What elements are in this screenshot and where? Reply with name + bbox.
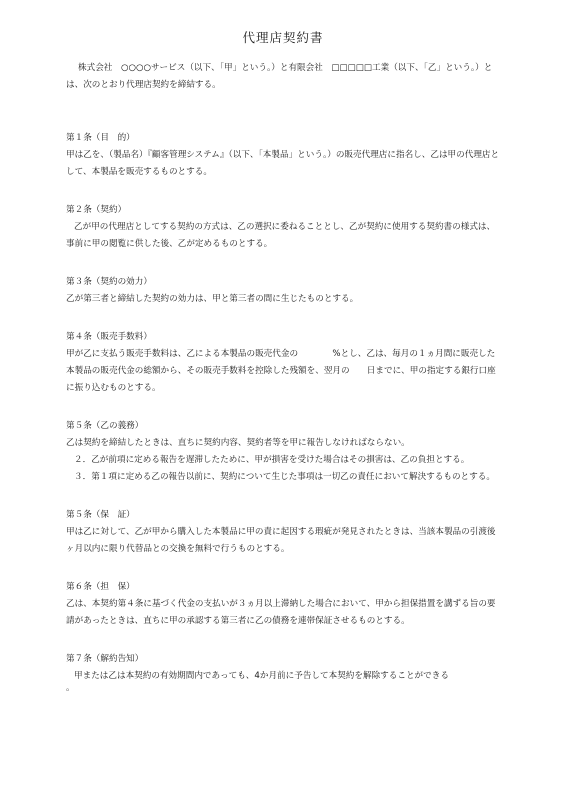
article-paragraph: 乙が甲の代理店としてする契約の方式は、乙の選択に委ねることとし、乙が契約に使用する契約書の様式は、事前に甲の閲覧に供した後、乙が定めるものとする。 bbox=[66, 222, 496, 249]
article-heading: 第２条（契約） bbox=[66, 205, 127, 215]
article-paragraph: 乙は、本契約第４条に基づく代金の支払いが３ヵ月以上滞納した場合において、甲から担保措置を講ずる旨の要請があったときは、直ちに甲の承認する第三者に乙の債務を連帯保証させるものとする。 bbox=[66, 599, 496, 626]
article-paragraph: ３．第１項に定める乙の報告以前に、契約について生じた事項は一切乙の責任において解決するものとする。 bbox=[74, 472, 495, 482]
article-5 bbox=[66, 418, 500, 486]
article-7 bbox=[66, 579, 500, 630]
article-3 bbox=[66, 274, 500, 308]
article-paragraph: 甲は乙に対して、乙が甲から購入した本製品に甲の責に起因する瑕疵が発見されたときは、当該本製品の引渡後 ヶ月以内に限り代替品との交換を無料で行うものとする。 bbox=[66, 527, 505, 554]
article-heading: 第６条（担 保） bbox=[66, 582, 135, 592]
article-heading: 第４条（販売手数料） bbox=[66, 332, 152, 342]
trailing-period: 。 bbox=[66, 683, 75, 693]
article-paragraph: 甲または乙は本契約の有効期間内であっても、4か月前に予告して本契約を解除することができる bbox=[74, 671, 449, 681]
article-2 bbox=[66, 202, 500, 253]
article-6 bbox=[66, 507, 505, 558]
article-heading: 第１条（目 的） bbox=[66, 133, 135, 143]
intro-paragraph: 株式会社 ○○○○サービス（以下、「甲」という。）と有限会社 □□□□□工業（以下、「乙」という。）とは、次のとおり代理店契約を締結する。 bbox=[66, 63, 493, 90]
article-paragraph: 乙は契約を締結したときは、直ちに契約内容、契約者等を甲に報告しなければならない。 bbox=[66, 438, 410, 448]
article-8 bbox=[66, 651, 500, 695]
article-paragraph: 甲が乙に支払う販売手数料は、乙による本製品の販売代金の %とし、乙は、毎月の１ヵ月間に販売した本製品の販売代金の総額から、その販売手数料を控除した残額を、翌月の 日までに、甲の指定する銀行口座に振り込むものとする。 bbox=[66, 349, 496, 393]
article-paragraph: 乙が第三者と締結した契約の効力は、甲と第三者の間に生じたものとする。 bbox=[66, 294, 359, 304]
document-title: 代理店契約書 bbox=[242, 30, 324, 45]
article-4 bbox=[66, 329, 500, 397]
article-heading: 第３条（契約の効力） bbox=[66, 277, 152, 287]
article-heading: 第５条（保 証） bbox=[66, 510, 135, 520]
article-paragraph: ２．乙が前項に定める報告を遅滞したために、甲が損害を受けた場合はその損害は、乙の負担とする。 bbox=[74, 455, 470, 465]
article-heading: 第７条（解約告知） bbox=[66, 654, 144, 664]
article-heading: 第５条（乙の義務） bbox=[66, 421, 144, 431]
article-1 bbox=[66, 130, 500, 181]
article-paragraph: 甲は乙を、（製品名）『顧客管理システム』（以下、「本製品」という。）の販売代理店に指名し、乙は甲の代理店として、本製品を販売するものとする。 bbox=[66, 150, 500, 177]
